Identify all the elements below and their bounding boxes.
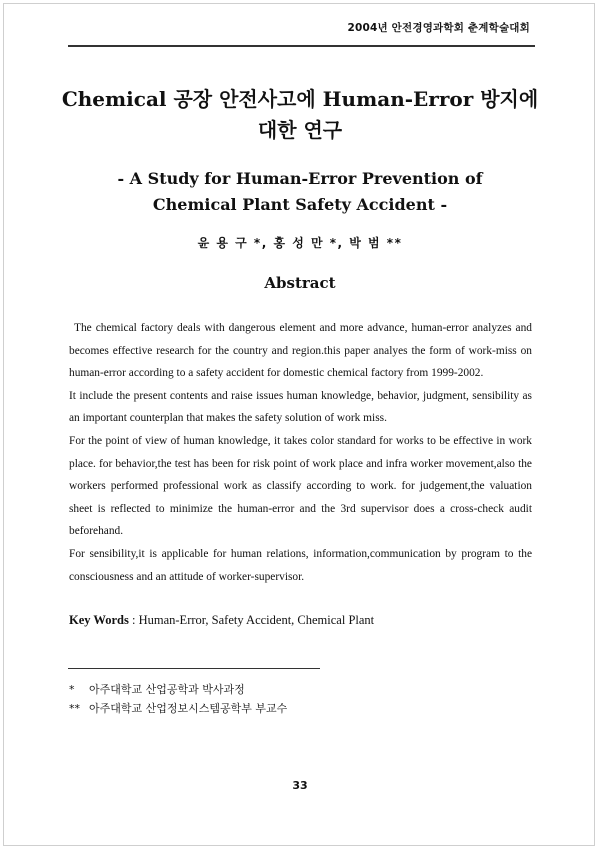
abstract-paragraph: It include the present contents and raise issues human knowledge, behavior, judgment, sensibility as an important counterplan that makes the safety solution of work miss. <box>69 389 532 425</box>
korean-title-line-2: 대한 연구 <box>257 118 343 142</box>
footnote-text: 아주대학교 산업정보시스템공학부 부교수 <box>89 702 288 715</box>
footnote-text: 아주대학교 산업공학과 박사과정 <box>89 683 245 696</box>
abstract-paragraph: The chemical factory deals with dangerous element and more advance, human-error analyzes and becomes effective research for the country and region.this paper analyes the form of work-miss on human-error according to a safety accident for domestic chemical factory from 1999-2002. <box>69 322 532 380</box>
abstract-body <box>69 317 532 588</box>
running-head: 2004년 안전경영과학회 춘계학술대회 <box>347 22 530 34</box>
header-rule <box>68 45 535 47</box>
english-title-line-2: Chemical Plant Safety Accident - <box>152 195 448 214</box>
footnote-item <box>69 680 287 699</box>
footnote-mark: ** <box>69 702 80 715</box>
page-number: 33 <box>292 779 308 792</box>
english-title-line-1: - A Study for Human-Error Prevention of <box>117 169 483 188</box>
author-list: 윤 용 구 *, 홍 성 만 *, 박 범 ** <box>197 236 403 250</box>
footnote-item <box>69 699 287 718</box>
keywords-line <box>69 613 532 628</box>
korean-title <box>60 84 540 146</box>
footnote-rule <box>68 668 320 669</box>
footnotes <box>69 680 287 718</box>
abstract-heading: Abstract <box>264 274 336 292</box>
abstract-paragraph: For sensibility,it is applicable for human relations, information,communication by program to the consciousness and an attitude of worker-supervisor. <box>69 547 532 583</box>
keywords-label: Key Words <box>69 613 129 627</box>
footnote-mark: * <box>69 683 75 696</box>
english-title <box>60 166 540 218</box>
korean-title-line-1: Chemical 공장 안전사고에 Human-Error 방지에 <box>61 87 539 111</box>
keywords-separator: : <box>128 613 139 627</box>
abstract-paragraph: For the point of view of human knowledge, it takes color standard for works to be effective in work place. for behavior,the test has been for risk point of work place and infra worker movement,also the workers performed professional work as classify according to work. for judgement,the valuation sheet is reflected to minimize the human-error and the 3rd supervisor does a cross-check audit beforehand. <box>69 434 532 538</box>
keywords-value: Human-Error, Safety Accident, Chemical Plant <box>138 613 375 627</box>
